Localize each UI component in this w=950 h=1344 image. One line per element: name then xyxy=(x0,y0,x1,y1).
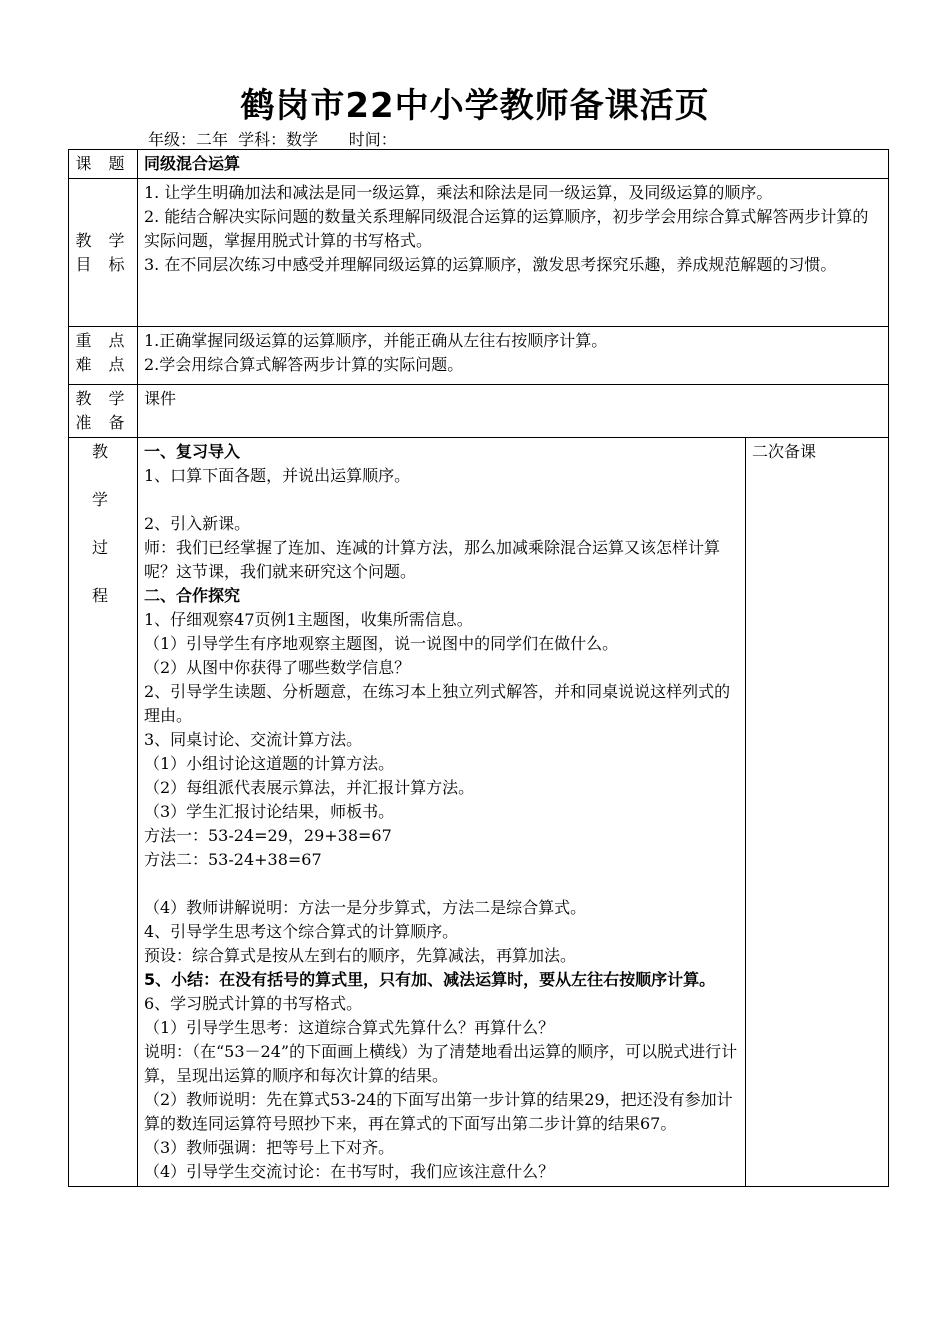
key-item: 1.正确掌握同级运算的运算顺序，并能正确从左往右按顺序计算。 xyxy=(144,331,608,350)
process-line: （1）小组讨论这道题的计算方法。 xyxy=(144,754,395,773)
row-key-points xyxy=(69,327,889,385)
goals-content xyxy=(138,179,889,327)
prep-value: 课件 xyxy=(138,385,889,438)
process-line xyxy=(144,488,739,512)
process-label-char: 过 xyxy=(91,538,114,557)
key-item: 2.学会用综合算式解答两步计算的实际问题。 xyxy=(144,355,464,374)
process-label-char: 教 xyxy=(91,442,114,461)
process-line: 5、小结：在没有括号的算式里，只有加、减法运算时，要从左往右按顺序计算。 xyxy=(144,970,716,989)
page-title: 鹤岗市22中小学教师备课活页 xyxy=(240,86,710,126)
process-label-char: 学 xyxy=(91,490,114,509)
side-note: 二次备课 xyxy=(746,438,889,1187)
row-topic xyxy=(69,150,889,179)
process-line: （1）引导学生有序地观察主题图，说一说图中的同学们在做什么。 xyxy=(144,634,619,653)
process-line: 4、引导学生思考这个综合算式的计算顺序。 xyxy=(144,922,459,941)
topic-label: 课 题 xyxy=(69,150,138,179)
prep-label-2: 准 备 xyxy=(75,413,131,432)
key-label-1: 重 点 xyxy=(75,331,131,350)
goals-label-2: 目 标 xyxy=(75,254,131,274)
process-line: 预设：综合算式是按从左到右的顺序，先算减法，再算加法。 xyxy=(144,946,577,965)
row-goals xyxy=(69,179,889,327)
row-prep xyxy=(69,385,889,438)
topic-value: 同级混合运算 xyxy=(138,150,889,179)
prep-label xyxy=(69,385,138,438)
process-line: （1）引导学生思考：这道综合算式先算什么？再算什么？ xyxy=(144,1018,555,1037)
process-line: （3）教师强调：把等号上下对齐。 xyxy=(144,1138,395,1157)
prep-label-1: 教 学 xyxy=(75,389,131,408)
process-line: 3、同桌讨论、交流计算方法。 xyxy=(144,730,363,749)
goals-label-1: 教 学 xyxy=(75,230,131,250)
process-line: 二、合作探究 xyxy=(144,586,241,605)
process-line: 师：我们已经掌握了连加、连减的计算方法，那么加减乘除混合运算又该怎样计算呢？这节课，我们就来研究这个问题。 xyxy=(144,538,721,581)
key-label xyxy=(69,327,138,385)
goal-item: 1. 让学生明确加法和减法是同一级运算，乘法和除法是同一级运算，及同级运算的顺序。 xyxy=(144,183,773,202)
row-process xyxy=(69,438,889,1187)
process-line: 方法一：53-24=29，29+38=67 xyxy=(144,826,392,845)
process-line: （2）教师说明：先在算式53-24的下面写出第一步计算的结果29，把还没有参加计算的数连同运算符号照抄下来，再在算式的下面写出第二步计算的结果67。 xyxy=(144,1090,733,1133)
process-line: 方法二：53-24+38=67 xyxy=(144,850,322,869)
key-label-2: 难 点 xyxy=(75,355,131,374)
process-line: （4）引导学生交流讨论：在书写时，我们应该注意什么？ xyxy=(144,1162,555,1181)
goals-label xyxy=(69,179,138,327)
process-line xyxy=(144,872,739,896)
process-line: 2、引入新课。 xyxy=(144,514,251,533)
process-label-char: 程 xyxy=(91,586,114,605)
process-line: （2）从图中你获得了哪些数学信息？ xyxy=(144,658,411,677)
header-meta: 年级：二年 学科：数学 时间： xyxy=(148,130,397,149)
process-line: 2、引导学生读题、分析题意，在练习本上独立列式解答，并和同桌说说这样列式的理由。 xyxy=(144,682,731,725)
process-label xyxy=(69,438,138,1187)
process-line: 1、仔细观察47页例1主题图，收集所需信息。 xyxy=(144,610,473,629)
process-line: 1、口算下面各题，并说出运算顺序。 xyxy=(144,466,411,485)
process-line: （3）学生汇报讨论结果，师板书。 xyxy=(144,802,395,821)
process-line: （2）每组派代表展示算法，并汇报计算方法。 xyxy=(144,778,475,797)
process-line: 说明：（在“53－24”的下面画上横线）为了清楚地看出运算的顺序，可以脱式进行计算，呈现出运算的顺序和每次计算的结果。 xyxy=(144,1042,738,1085)
process-line: 6、学习脱式计算的书写格式。 xyxy=(144,994,363,1013)
goal-item: 3. 在不同层次练习中感受并理解同级运算的运算顺序，激发思考探究乐趣，养成规范解题的习惯。 xyxy=(144,255,837,274)
process-content xyxy=(138,438,746,1187)
lesson-plan-table xyxy=(68,149,889,1187)
process-line: （4）教师讲解说明：方法一是分步算式，方法二是综合算式。 xyxy=(144,898,587,917)
goal-item: 2. 能结合解决实际问题的数量关系理解同级混合运算的运算顺序，初步学会用综合算式解答两步计算的实际问题，掌握用脱式计算的书写格式。 xyxy=(144,207,869,250)
process-line: 一、复习导入 xyxy=(144,442,241,461)
key-content xyxy=(138,327,889,385)
